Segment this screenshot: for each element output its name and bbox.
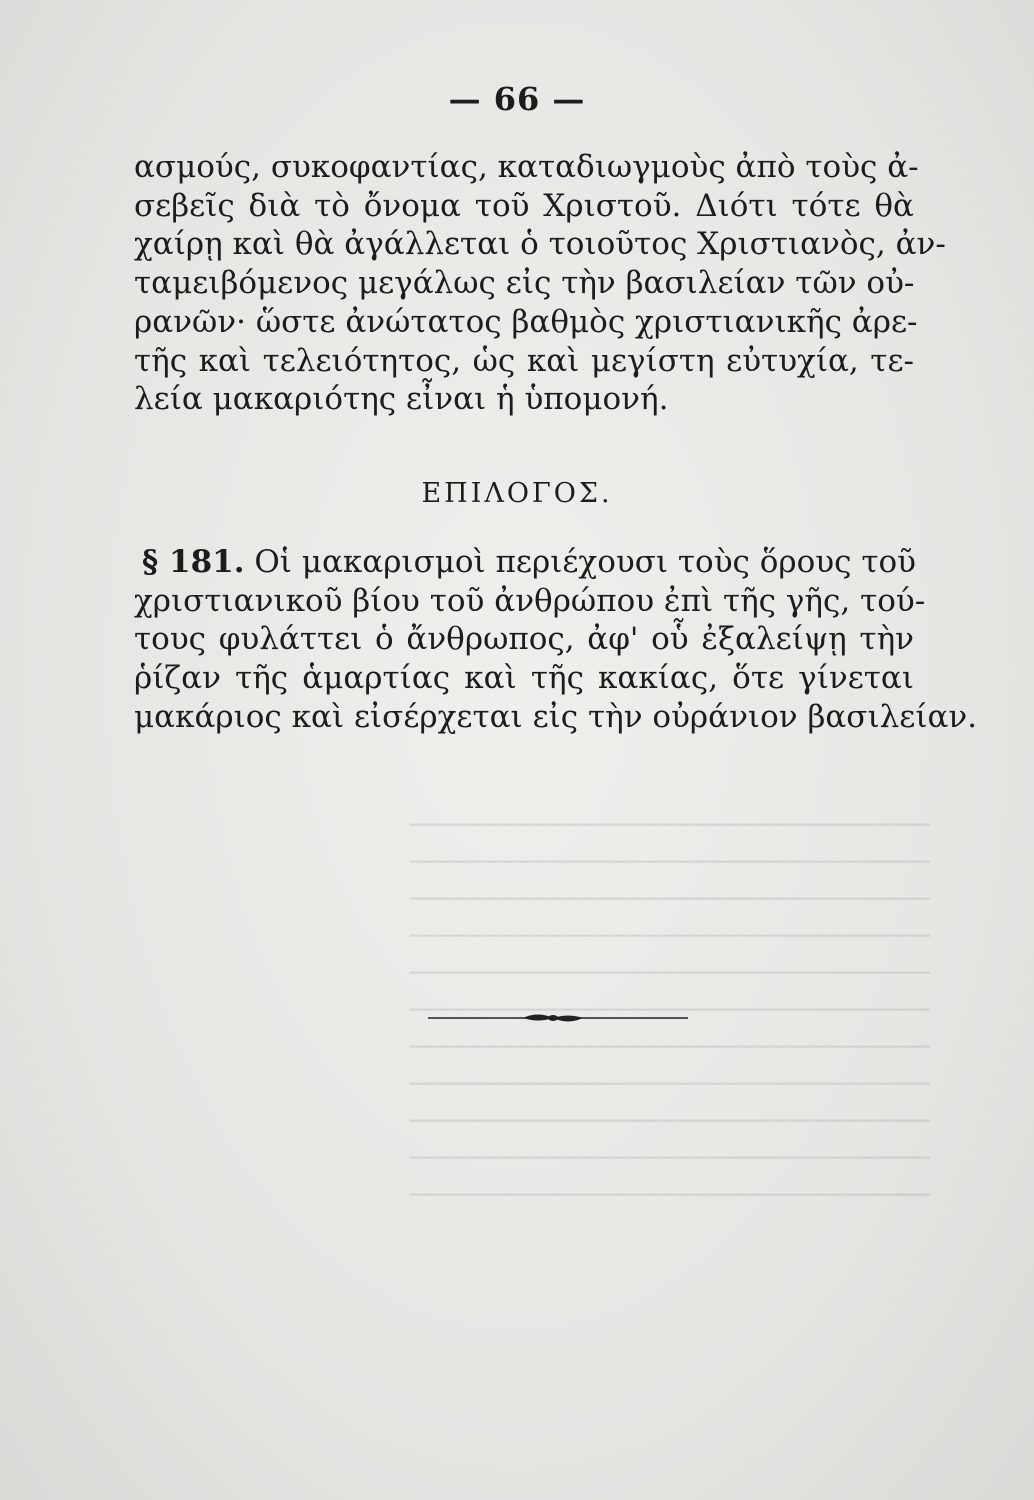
page-number: — 66 — (448, 80, 586, 118)
text-line: σεβεῖς διὰ τὸ ὄνομα τοῦ Χριστοῦ. Διότι τότε θὰ (134, 187, 914, 224)
text-line: λεία μακαριότης εἶναι ἡ ὑπομονή. (134, 381, 669, 418)
text-line: ταμειβόμενος μεγάλως εἰς τὴν βασιλείαν τῶν οὐ- (134, 265, 915, 302)
section-heading: ΕΠΙΛΟΓΟΣ. (421, 478, 613, 509)
text-line: μακάριος καὶ εἰσέρχεται εἰς τὴν οὐράνιον βασιλείαν. (134, 698, 978, 735)
text-line: τους φυλάττει ὁ ἄνθρωπος, ἀφ' οὗ ἐξαλείψῃ τὴν (134, 621, 914, 658)
paragraph-2 (134, 543, 978, 737)
paragraph-1 (134, 148, 946, 419)
text-line-first (134, 543, 917, 582)
ornamental-rule-icon (428, 1010, 688, 1024)
text-line: Οἱ μακαρισμοὶ περιέχουσι τοὺς ὅρους τοῦ (254, 544, 917, 580)
bleed-through-texture: ──────────────────────────────── ──────────────────────────────── ──────────────────────────────── ──────────────────────────────── ──────────────────────────────── ──────────────────────────────── ──────────────────────────────── ──────────────────────────────── ──────────────────────────────── ──────────────────────────────── ──────────────────────────────── (409, 810, 930, 1211)
text-line: χριστιανικοῦ βίου τοῦ ἀνθρώπου ἐπὶ τῆς γῆς, τού- (134, 582, 926, 619)
text-line: τῆς καὶ τελειότητος, ὡς καὶ μεγίστη εὐτυχία, τε- (134, 342, 914, 379)
text-line: ασμούς, συκοφαντίας, καταδιωγμοὺς ἀπὸ τοὺς ἀ- (134, 149, 919, 185)
text-line: ῥίζαν τῆς ἁμαρτίας καὶ τῆς κακίας, ὅτε γίνεται (134, 660, 914, 697)
text-line: ρανῶν· ὥστε ἀνώτατος βαθμὸς χριστιανικῆς ἀρε- (134, 303, 918, 340)
section-number: § 181. (142, 544, 245, 580)
text-line: χαίρῃ καὶ θὰ ἀγάλλεται ὁ τοιοῦτος Χριστιανὸς, ἀν- (134, 226, 946, 263)
